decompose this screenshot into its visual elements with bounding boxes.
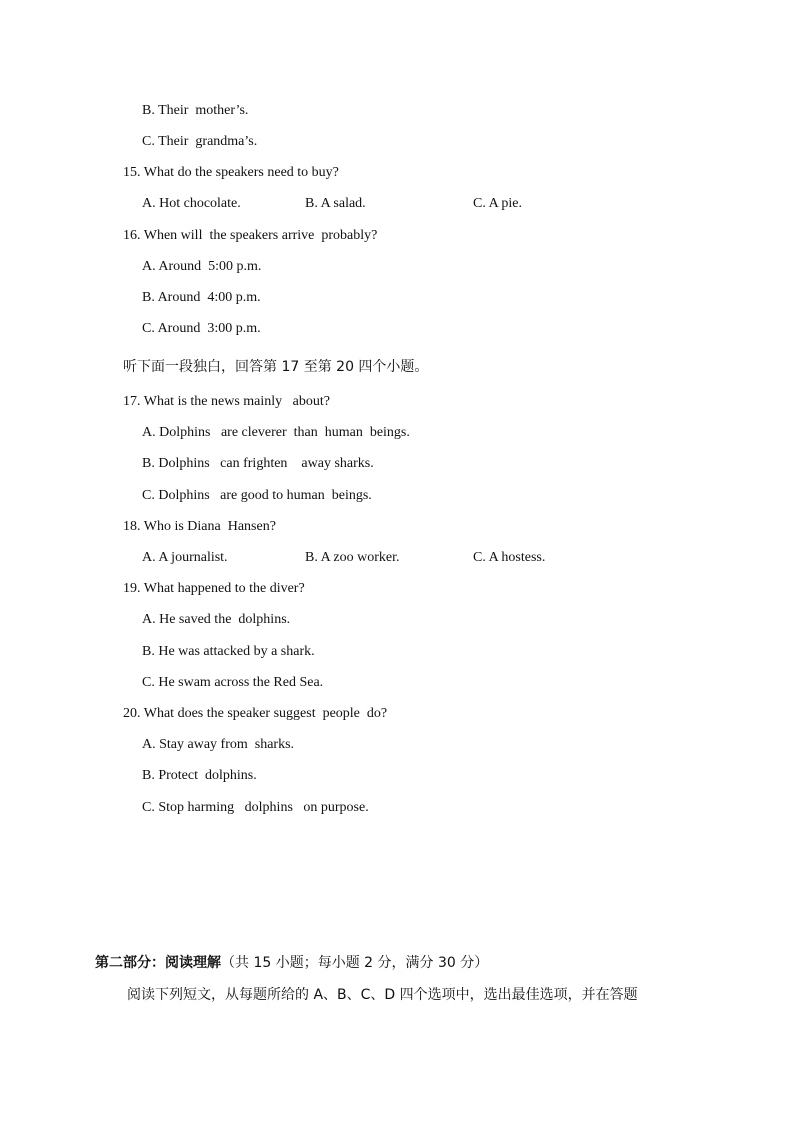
- q18-option-a: A. A journalist.: [142, 550, 228, 565]
- part2-instruction: 阅读下列短文，从每题所给的 A、B、C、D 四个选项中，选出最佳选项，并在答题: [127, 987, 638, 1003]
- q14-option-c: C. Their grandma’s.: [142, 134, 258, 149]
- part2-heading-scoring: （共 15 小题；每小题 2 分，满分 30 分）: [221, 955, 489, 971]
- q14-option-b: B. Their mother’s.: [142, 103, 249, 118]
- q16-option-b: B. Around 4:00 p.m.: [142, 290, 261, 305]
- q16-option-c: C. Around 3:00 p.m.: [142, 321, 261, 336]
- q16-question: 16. When will the speakers arrive probably?: [123, 228, 378, 243]
- q15-option-b: B. A salad.: [305, 196, 366, 211]
- q18-question: 18. Who is Diana Hansen?: [123, 519, 276, 534]
- q19-option-b: B. He was attacked by a shark.: [142, 644, 315, 659]
- q18-option-b: B. A zoo worker.: [305, 550, 400, 565]
- q20-option-b: B. Protect dolphins.: [142, 768, 257, 783]
- q18-option-c: C. A hostess.: [473, 550, 546, 565]
- q16-option-a: A. Around 5:00 p.m.: [142, 259, 262, 274]
- q17-question: 17. What is the news mainly about?: [123, 394, 330, 409]
- q19-option-c: C. He swam across the Red Sea.: [142, 675, 324, 690]
- q15-option-a: A. Hot chocolate.: [142, 196, 241, 211]
- q15-option-c: C. A pie.: [473, 196, 523, 211]
- q17-option-a: A. Dolphins are cleverer than human beings.: [142, 425, 410, 440]
- q15-question: 15. What do the speakers need to buy?: [123, 165, 339, 180]
- q20-option-c: C. Stop harming dolphins on purpose.: [142, 800, 369, 815]
- monologue-instruction: 听下面一段独白，回答第 17 至第 20 四个小题。: [123, 359, 429, 375]
- q17-option-c: C. Dolphins are good to human beings.: [142, 488, 372, 503]
- part2-heading: [95, 954, 488, 972]
- q17-option-b: B. Dolphins can frighten away sharks.: [142, 456, 374, 471]
- q19-question: 19. What happened to the diver?: [123, 581, 305, 596]
- part2-heading-title: 第二部分：阅读理解: [95, 955, 221, 971]
- q20-question: 20. What does the speaker suggest people do?: [123, 706, 388, 721]
- q19-option-a: A. He saved the dolphins.: [142, 612, 291, 627]
- q20-option-a: A. Stay away from sharks.: [142, 737, 295, 752]
